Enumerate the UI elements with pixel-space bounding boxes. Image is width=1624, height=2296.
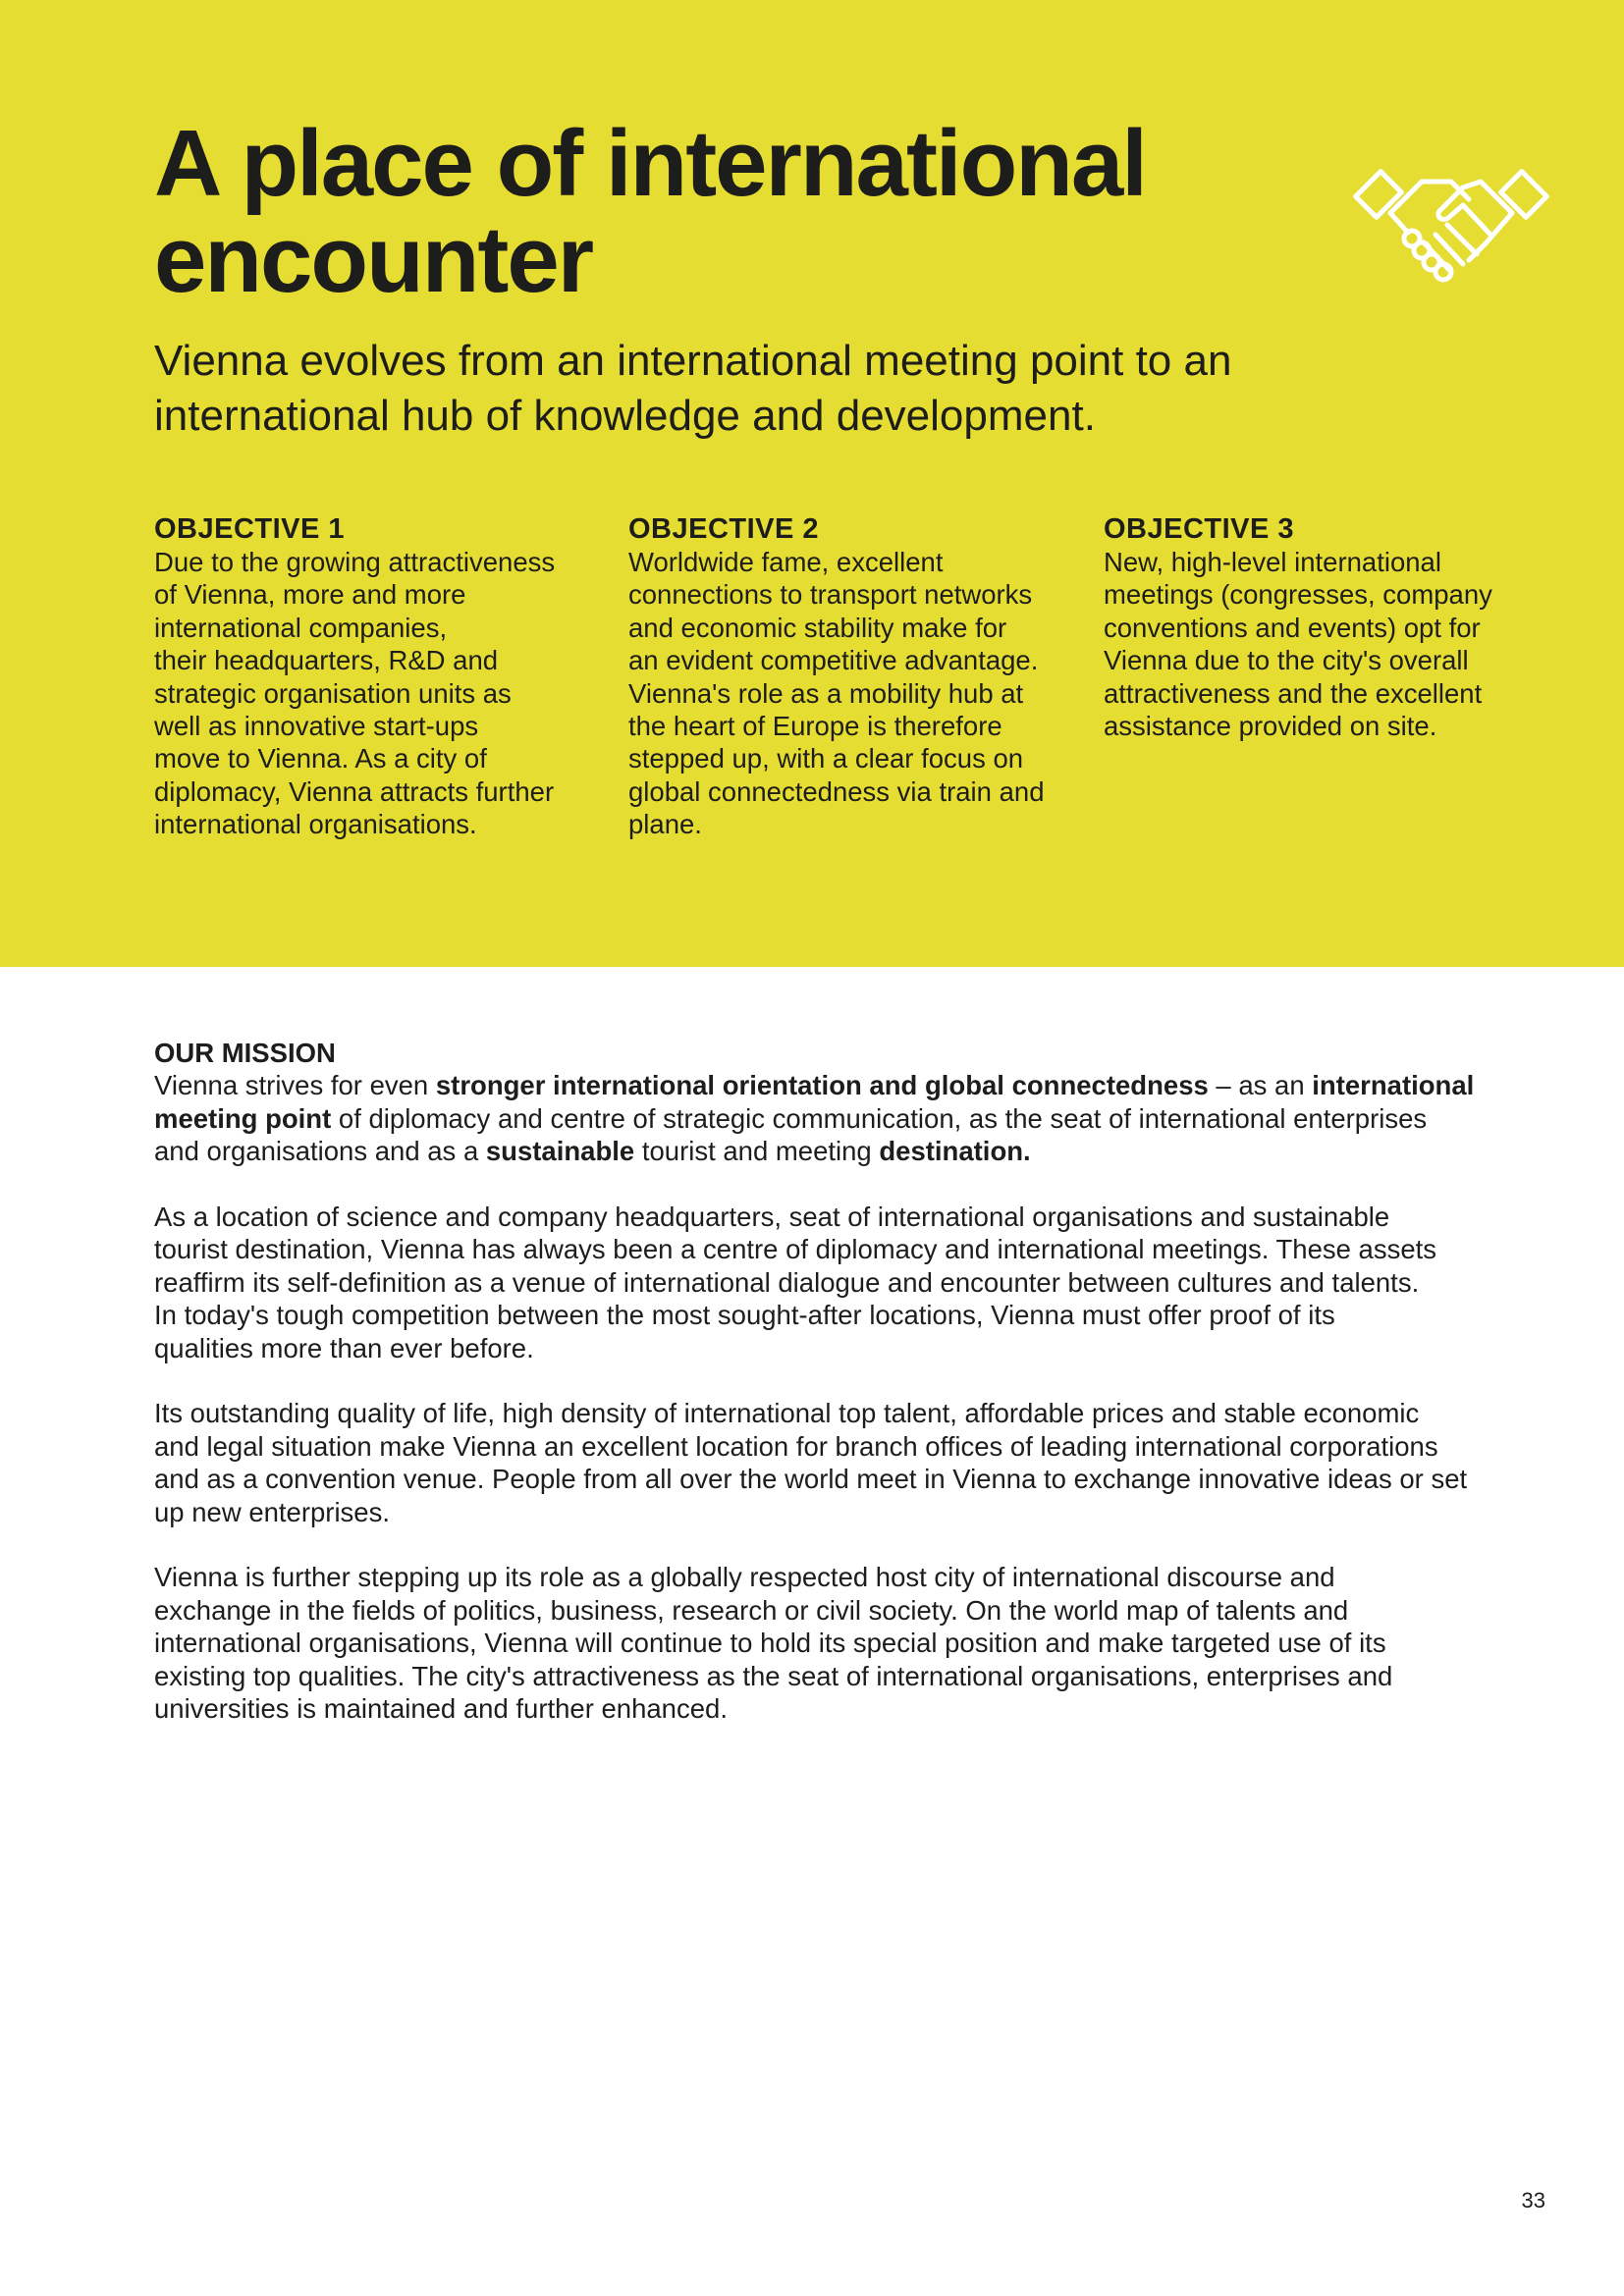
- page-subtitle: Vienna evolves from an international meeting point to an international hub of knowledge and development.: [154, 337, 1232, 440]
- objective-text: New, high-level international meetings (congresses, company conventions and events) opt for Vienna due to the city's overall attractiveness and the excellent assistance provided on site.: [1104, 547, 1492, 742]
- objective-text: Worldwide fame, excellent connections to transport networks and economic stability make for an evident competitive advantage. Vienna's role as a mobility hub at the heart of Europe is therefore stepped up, with a clear focus on global connectedness via train and plane.: [628, 547, 1045, 840]
- objective-text: Due to the growing attractiveness of Vienna, more and more international companies, their headquarters, R&D and strategic organisation units as well as innovative start-ups move to Vienna. As a city of diplomacy, Vienna attracts further international organisations.: [154, 547, 556, 840]
- mission-intro: Vienna strives for even stronger international orientation and global connectedness – as an international meeting point of diplomacy and centre of strategic communication, as the seat of international enterprises and organisations and as a sustainable tourist and meeting destination.: [154, 1070, 1475, 1167]
- objective-heading: OBJECTIVE 1: [154, 513, 346, 545]
- objective-heading: OBJECTIVE 2: [628, 513, 820, 545]
- mission-paragraph: Vienna is further stepping up its role as a globally respected host city of international discourse and exchange in the fields of politics, business, research or civil society. On the world map of talents and international organisations, Vienna will continue to hold its special position and make targeted use of its existing top qualities. The city's attractiveness as the seat of international organisations, enterprises and universities is maintained and further enhanced.: [154, 1562, 1393, 1725]
- hero-banner: [0, 0, 1624, 967]
- page-title: A place of international encounter: [154, 111, 1146, 312]
- mission-paragraph: Its outstanding quality of life, high density of international top talent, affordable prices and stable economic and legal situation make Vienna an excellent location for branch offices of leading international corporations and as a convention venue. People from all over the world meet in Vienna to exchange innovative ideas or set up new enterprises.: [154, 1398, 1468, 1527]
- objective-1: [154, 512, 596, 841]
- objective-2: [628, 512, 1070, 841]
- objective-heading: OBJECTIVE 3: [1104, 513, 1295, 545]
- mission-paragraph: As a location of science and company headquarters, seat of international organisations and sustainable tourist destination, Vienna has always been a centre of diplomacy and international meetings. These assets reaffirm its self-definition as a venue of international dialogue and encounter between cultures and talents. In today's tough competition between the most sought-after locations, Vienna must offer proof of its qualities more than ever before.: [154, 1201, 1437, 1363]
- mission-heading: OUR MISSION: [154, 1038, 336, 1068]
- page-number: 33: [1521, 2188, 1545, 2213]
- handshake-icon: [1353, 152, 1549, 290]
- mission-section: [154, 1037, 1529, 1758]
- objective-3: [1104, 512, 1545, 742]
